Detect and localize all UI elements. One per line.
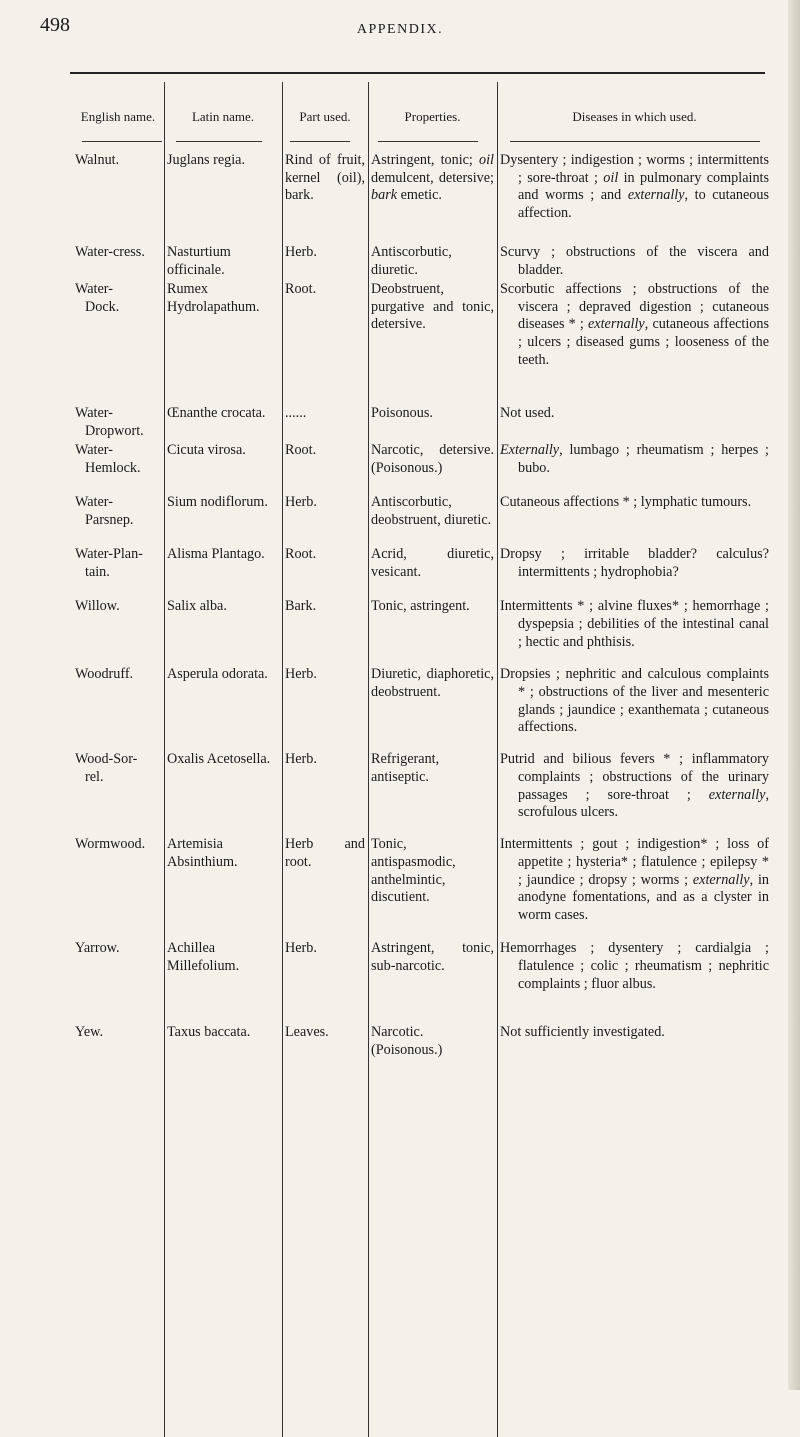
cell-diseases-text: Dysentery ; indigestion ; worms ; intermittents ; sore-throat ; oil in pulmonary complaints and worms ; and externally, to cutaneous affection. <box>500 152 769 221</box>
cell-latin-name-text: Achillea Millefolium. <box>167 940 240 974</box>
cell-part-used-text: Root. <box>285 281 317 298</box>
cell-diseases <box>497 152 772 244</box>
cell-diseases <box>497 442 772 494</box>
cell-properties-text: Refrigerant, antiseptic. <box>371 751 440 785</box>
cell-latin-name-text: Nasturtium officinale. <box>167 244 231 278</box>
cell-latin-name-text: Œnanthe crocata. <box>167 405 266 422</box>
cell-english-name <box>72 546 164 598</box>
cell-part-used <box>282 1024 368 1068</box>
cell-diseases <box>497 244 772 281</box>
cell-latin-name-text: Oxalis Acetosella. <box>167 751 271 768</box>
cell-properties <box>368 666 497 751</box>
cell-english-name <box>72 598 164 666</box>
cell-part-used-text: Herb. <box>285 244 317 260</box>
header-row <box>72 82 772 152</box>
cell-english-name <box>72 244 164 281</box>
cell-diseases <box>497 666 772 751</box>
english-name-line: Water- <box>75 442 113 459</box>
english-name-line: Yew. <box>75 1024 103 1041</box>
cell-part-used <box>282 666 368 751</box>
cell-latin-name <box>164 836 282 940</box>
english-name-line: Walnut. <box>75 152 120 168</box>
running-head: APPENDIX. <box>356 22 444 37</box>
cell-properties-text: Acrid, diuretic, vesicant. <box>371 546 494 580</box>
cell-diseases-text: Not used. <box>500 405 555 422</box>
cell-diseases <box>497 494 772 546</box>
english-name-line: Water-Plan- <box>75 546 143 563</box>
cell-latin-name-text: Salix alba. <box>167 598 227 615</box>
table-row <box>72 152 772 244</box>
english-name-line: Wormwood. <box>75 836 146 853</box>
cell-diseases <box>497 1024 772 1068</box>
cell-english-name <box>72 940 164 1024</box>
cell-properties <box>368 405 497 442</box>
cell-english-name <box>72 494 164 546</box>
cell-latin-name-text: Alisma Plantago. <box>167 546 265 563</box>
english-name-line: Dock. <box>85 298 120 315</box>
header-diseases: Diseases in which used. <box>572 109 697 124</box>
table-row <box>72 244 772 281</box>
cell-properties-text: Tonic, antispasmodic, anthelmintic, discutient. <box>371 836 456 906</box>
table-row <box>72 546 772 598</box>
cell-properties-text: Tonic, astringent. <box>371 598 470 615</box>
cell-properties <box>368 244 497 281</box>
cell-properties-text: Antiscorbutic, diuretic. <box>371 244 452 278</box>
cell-latin-name-text: Taxus baccata. <box>167 1024 251 1041</box>
english-name-line: Wood-Sor- <box>75 751 138 768</box>
cell-diseases-text: Hemorrhages ; dysentery ; cardialgia ; flatulence ; colic ; rheumatism ; nephritic complaints ; fluor albus. <box>500 940 769 992</box>
cell-part-used-text: Bark. <box>285 598 317 615</box>
english-name-line: Water-cress. <box>75 244 145 260</box>
cell-diseases <box>497 546 772 598</box>
cell-part-used <box>282 281 368 405</box>
english-name-line: rel. <box>85 768 104 785</box>
cell-properties <box>368 940 497 1024</box>
cell-latin-name-text: Cicuta virosa. <box>167 442 246 459</box>
cell-latin-name <box>164 494 282 546</box>
english-name-line: Yarrow. <box>75 940 120 957</box>
english-name-line: tain. <box>85 563 110 580</box>
table-row <box>72 751 772 836</box>
table-row <box>72 494 772 546</box>
cell-part-used-text: Herb. <box>285 666 317 683</box>
cell-latin-name-text: Asperula odorata. <box>167 666 268 683</box>
page-edge-shadow <box>788 0 800 1390</box>
cell-latin-name <box>164 281 282 405</box>
top-rule <box>70 72 765 74</box>
cell-diseases <box>497 598 772 666</box>
cell-diseases <box>497 281 772 405</box>
table-row <box>72 836 772 940</box>
english-name-line: Dropwort. <box>85 422 144 439</box>
cell-latin-name <box>164 1024 282 1068</box>
page-number: 498 <box>40 14 70 36</box>
herbs-table <box>72 82 772 1068</box>
cell-english-name <box>72 1024 164 1068</box>
header-part: Part used. <box>299 109 351 124</box>
cell-diseases-text: Putrid and bilious fevers * ; inflammatory complaints ; obstructions of the urinary passages ; sore-throat ; externally, scrofulous ulcers. <box>500 751 769 821</box>
table-row <box>72 1024 772 1068</box>
cell-properties <box>368 546 497 598</box>
cell-part-used <box>282 442 368 494</box>
english-name-line: Water- <box>75 494 113 511</box>
english-name-line: Parsnep. <box>85 511 134 528</box>
cell-properties-text: Narcotic, detersive. (Poisonous.) <box>371 442 494 476</box>
cell-english-name <box>72 405 164 442</box>
cell-english-name <box>72 152 164 244</box>
cell-english-name <box>72 281 164 405</box>
header-latin: Latin name. <box>191 109 255 124</box>
cell-english-name <box>72 442 164 494</box>
table-row <box>72 666 772 751</box>
cell-properties <box>368 152 497 244</box>
cell-latin-name <box>164 598 282 666</box>
cell-diseases <box>497 836 772 940</box>
cell-part-used <box>282 152 368 244</box>
cell-properties <box>368 598 497 666</box>
cell-diseases-text: Intermittents ; gout ; indigestion* ; loss of appetite ; hysteria* ; flatulence ; epilepsy * ; jaundice ; dropsy ; worms ; externally, in anodyne fomentations, and as a clyster in worm cases. <box>500 836 769 923</box>
cell-properties-text: Deobstruent, purgative and tonic, detersive. <box>371 281 494 333</box>
cell-properties-text: Antiscorbutic, deobstruent, diuretic. <box>371 494 492 528</box>
cell-properties-text: Narcotic. (Poisonous.) <box>371 1024 443 1058</box>
cell-part-used-text: Root. <box>285 546 317 563</box>
cell-diseases <box>497 940 772 1024</box>
cell-diseases <box>497 405 772 442</box>
header-properties: Properties. <box>404 109 461 124</box>
table-row <box>72 405 772 442</box>
cell-latin-name-text: Rumex Hydrolapathum. <box>167 281 260 315</box>
cell-diseases-text: Dropsies ; nephritic and calculous complaints * ; obstructions of the liver and mesenteric glands ; jaundice ; exanthemata ; cutaneous affections. <box>500 666 769 736</box>
cell-part-used-text: Herb. <box>285 751 317 768</box>
cell-properties-text: Astringent, tonic; oil demulcent, detersive; bark emetic. <box>371 152 494 204</box>
cell-properties-text: Astringent, tonic, sub-narcotic. <box>371 940 494 974</box>
cell-part-used-text: Rind of fruit, kernel (oil), bark. <box>285 152 365 204</box>
cell-latin-name <box>164 751 282 836</box>
english-name-line: Woodruff. <box>75 666 134 683</box>
cell-latin-name <box>164 940 282 1024</box>
cell-latin-name <box>164 666 282 751</box>
cell-latin-name <box>164 244 282 281</box>
cell-properties <box>368 442 497 494</box>
header-english: English name. <box>80 109 156 124</box>
english-name-line: Willow. <box>75 598 120 615</box>
cell-part-used <box>282 940 368 1024</box>
cell-latin-name-text: Juglans regia. <box>167 152 246 168</box>
cell-diseases-text: Externally, lumbago ; rheumatism ; herpes ; bubo. <box>500 442 769 476</box>
cell-properties <box>368 281 497 405</box>
cell-part-used <box>282 751 368 836</box>
english-name-line: Water- <box>75 405 113 422</box>
cell-diseases-text: Cutaneous affections * ; lymphatic tumours. <box>500 494 752 511</box>
cell-english-name <box>72 836 164 940</box>
cell-part-used-text: Herb. <box>285 494 317 511</box>
cell-part-used <box>282 405 368 442</box>
cell-diseases <box>497 751 772 836</box>
cell-latin-name-text: Artemisia Absinthium. <box>167 836 238 870</box>
cell-part-used-text: Herb. <box>285 940 317 957</box>
cell-part-used <box>282 494 368 546</box>
table-row <box>72 281 772 405</box>
cell-diseases-text: Scurvy ; obstructions of the viscera and bladder. <box>500 244 769 278</box>
table-row <box>72 442 772 494</box>
english-name-line: Water- <box>75 281 113 298</box>
cell-diseases-text: Dropsy ; irritable bladder? calculus? intermittents ; hydrophobia? <box>500 546 769 580</box>
cell-diseases-text: Scorbutic affections ; obstructions of the viscera ; depraved digestion ; cutaneous diseases * ; externally, cutaneous affections ; ulcers ; diseased gums ; looseness of the teeth. <box>500 281 769 368</box>
cell-latin-name <box>164 152 282 244</box>
cell-properties <box>368 751 497 836</box>
cell-latin-name <box>164 405 282 442</box>
cell-part-used-text: Root. <box>285 442 317 459</box>
cell-properties <box>368 494 497 546</box>
cell-properties-text: Poisonous. <box>371 405 433 422</box>
cell-part-used-text: Herb and root. <box>285 836 365 870</box>
cell-part-used <box>282 598 368 666</box>
cell-latin-name-text: Sium nodiflorum. <box>167 494 268 511</box>
table-row <box>72 940 772 1024</box>
english-name-line: Hemlock. <box>85 459 141 476</box>
table-row <box>72 598 772 666</box>
cell-part-used <box>282 836 368 940</box>
cell-part-used-text: Leaves. <box>285 1024 329 1041</box>
cell-properties <box>368 1024 497 1068</box>
cell-part-used-text: ...... <box>285 405 307 422</box>
cell-part-used <box>282 244 368 281</box>
cell-properties <box>368 836 497 940</box>
cell-diseases-text: Not sufficiently investigated. <box>500 1024 665 1041</box>
cell-english-name <box>72 666 164 751</box>
cell-latin-name <box>164 546 282 598</box>
cell-diseases-text: Intermittents * ; alvine fluxes* ; hemorrhage ; dyspepsia ; debilities of the intestinal canal ; hectic and phthisis. <box>500 598 769 650</box>
cell-english-name <box>72 751 164 836</box>
cell-properties-text: Diuretic, diaphoretic, deobstruent. <box>371 666 494 700</box>
cell-part-used <box>282 546 368 598</box>
cell-latin-name <box>164 442 282 494</box>
